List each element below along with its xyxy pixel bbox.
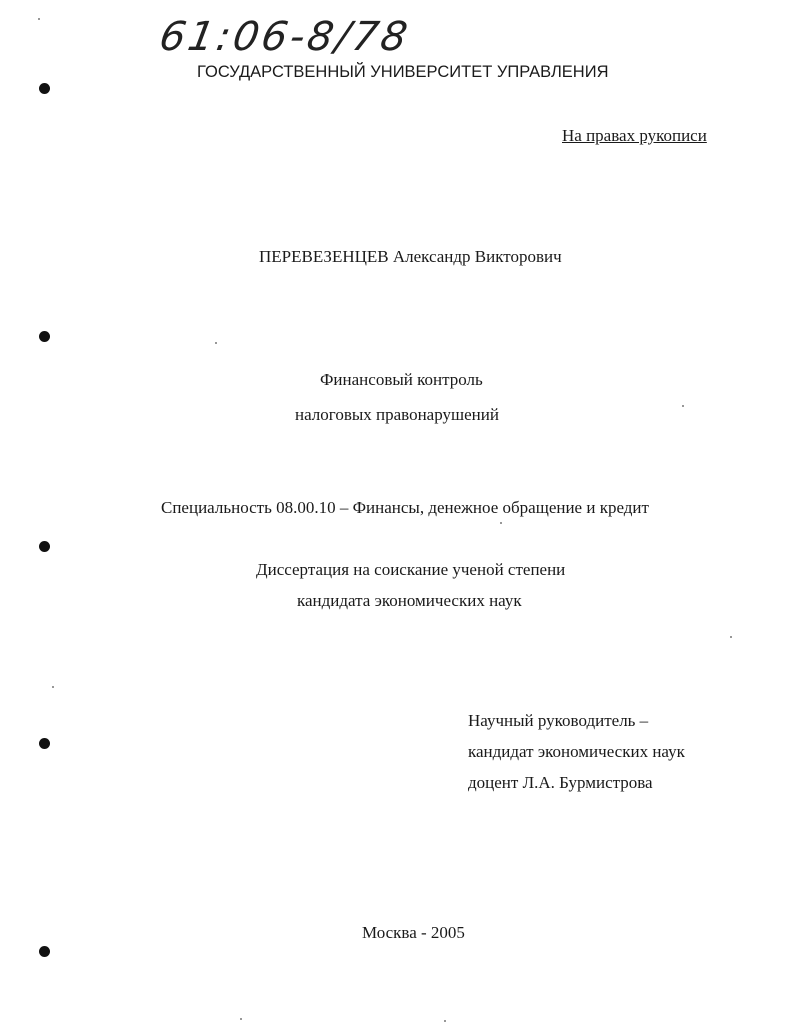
scan-speck — [682, 405, 684, 407]
specialty-line: Специальность 08.00.10 – Финансы, денежное обращение и кредит — [161, 498, 649, 517]
handwritten-archive-number: 61:06-8/78 — [155, 14, 414, 60]
dissertation-line-1: Диссертация на соискание ученой степени — [256, 560, 566, 579]
university-name: ГОСУДАРСТВЕННЫЙ УНИВЕРСИТЕТ УПРАВЛЕНИЯ — [197, 63, 609, 81]
title-line-1: Финансовый контроль — [320, 370, 483, 389]
city-year: Москва - 2005 — [362, 923, 465, 942]
binding-hole — [39, 946, 50, 957]
scan-speck — [38, 18, 40, 20]
binding-hole — [39, 541, 50, 552]
supervisor-line-3: доцент Л.А. Бурмистрова — [468, 773, 653, 792]
scan-speck — [240, 1018, 242, 1020]
binding-hole — [39, 738, 50, 749]
scan-speck — [730, 636, 732, 638]
title-line-2: налоговых правонарушений — [295, 405, 499, 424]
dissertation-line-2: кандидата экономических наук — [297, 591, 522, 610]
supervisor-line-2: кандидат экономических наук — [468, 742, 685, 761]
author-name: ПЕРЕВЕЗЕНЦЕВ Александр Викторович — [259, 247, 562, 266]
supervisor-line-1: Научный руководитель – — [468, 711, 649, 730]
binding-hole — [39, 331, 50, 342]
scan-speck — [52, 686, 54, 688]
binding-hole — [39, 83, 50, 94]
scan-speck — [444, 1020, 446, 1022]
scan-speck — [500, 522, 502, 524]
scan-speck — [215, 342, 217, 344]
manuscript-rights-note: На правах рукописи — [562, 126, 707, 145]
